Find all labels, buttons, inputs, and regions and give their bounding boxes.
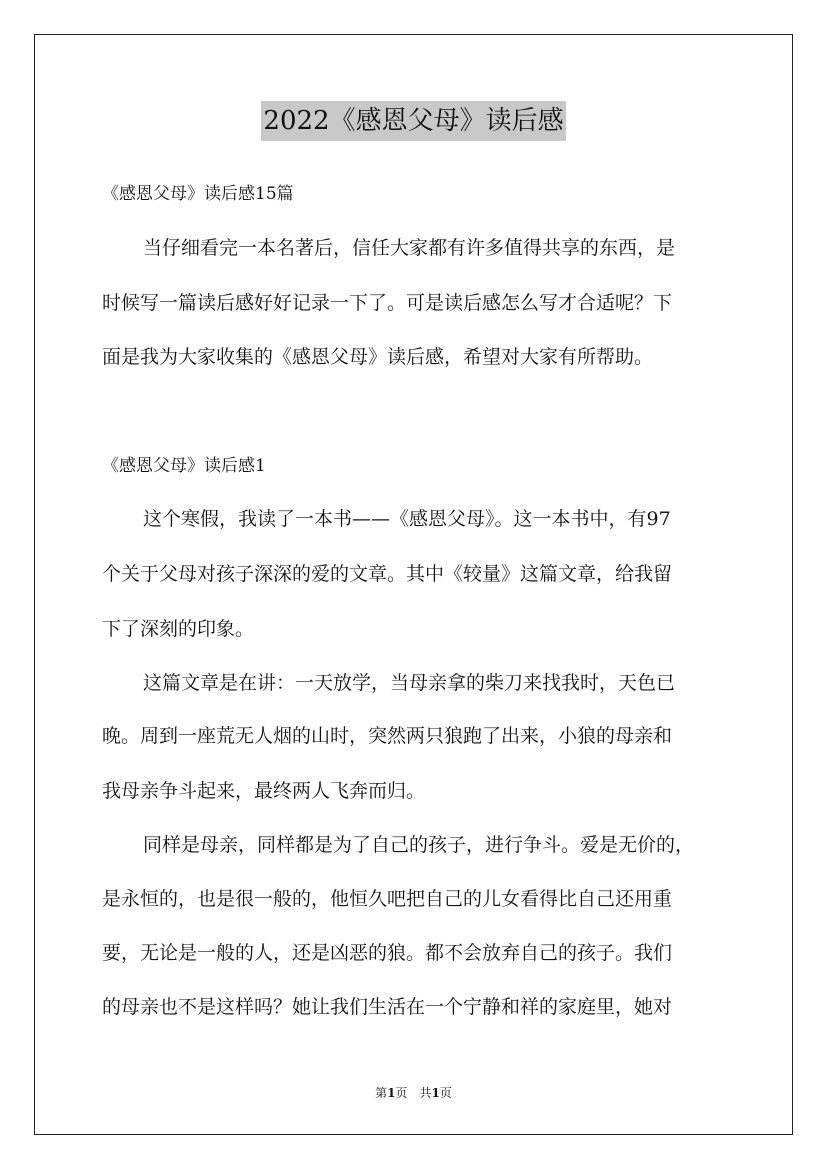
- intro-line-2: 时候写一篇读后感好好记录一下了。可是读后感怎么写才合适呢？下: [102, 292, 673, 314]
- footer-mid: 页 共: [395, 1086, 432, 1100]
- paragraph1-line-1: 这个寒假，我读了一本书——《感恩父母》。这一本书中，有97: [143, 508, 671, 530]
- document-title-wrap: [0, 101, 827, 141]
- paragraph1-line-2: 个关于父母对孩子深深的爱的文章。其中《较量》这篇文章，给我留: [102, 563, 673, 585]
- page-number-footer: [0, 1084, 827, 1101]
- paragraph1-line-3: 下了深刻的印象。: [102, 618, 255, 640]
- paragraph3-line-3: 要，无论是一般的人，还是凶恶的狼。都不会放弃自己的孩子。我们: [102, 942, 673, 964]
- paragraph3-line-1: 同样是母亲，同样都是为了自己的孩子，进行争斗。爱是无价的，: [143, 834, 695, 856]
- footer-current-page: 1: [387, 1086, 396, 1100]
- paragraph3-line-2: 是永恒的，也是很一般的，他恒久吧把自己的儿女看得比自己还用重: [102, 888, 673, 910]
- section-heading: 《感恩父母》读后感1: [102, 456, 266, 476]
- footer-prefix: 第: [375, 1086, 388, 1100]
- document-subtitle: 《感恩父母》读后感15篇: [102, 184, 294, 204]
- paragraph2-line-3: 我母亲争斗起来，最终两人飞奔而归。: [102, 780, 426, 802]
- intro-line-3: 面是我为大家收集的《感恩父母》读后感，希望对大家有所帮助。: [102, 346, 654, 368]
- footer-suffix: 页: [439, 1086, 452, 1100]
- intro-line-1: 当仔细看完一本名著后，信任大家都有许多值得共享的东西，是: [143, 237, 676, 259]
- footer-total-pages: 1: [431, 1086, 440, 1100]
- paragraph2-line-1: 这篇文章是在讲：一天放学，当母亲拿的柴刀来找我时，天色已: [143, 672, 676, 694]
- paragraph2-line-2: 晚。周到一座荒无人烟的山时，突然两只狼跑了出来，小狼的母亲和: [102, 725, 673, 747]
- paragraph3-line-4: 的母亲也不是这样吗？她让我们生活在一个宁静和祥的家庭里，她对: [102, 996, 673, 1018]
- document-title: 2022《感恩父母》读后感: [261, 101, 565, 141]
